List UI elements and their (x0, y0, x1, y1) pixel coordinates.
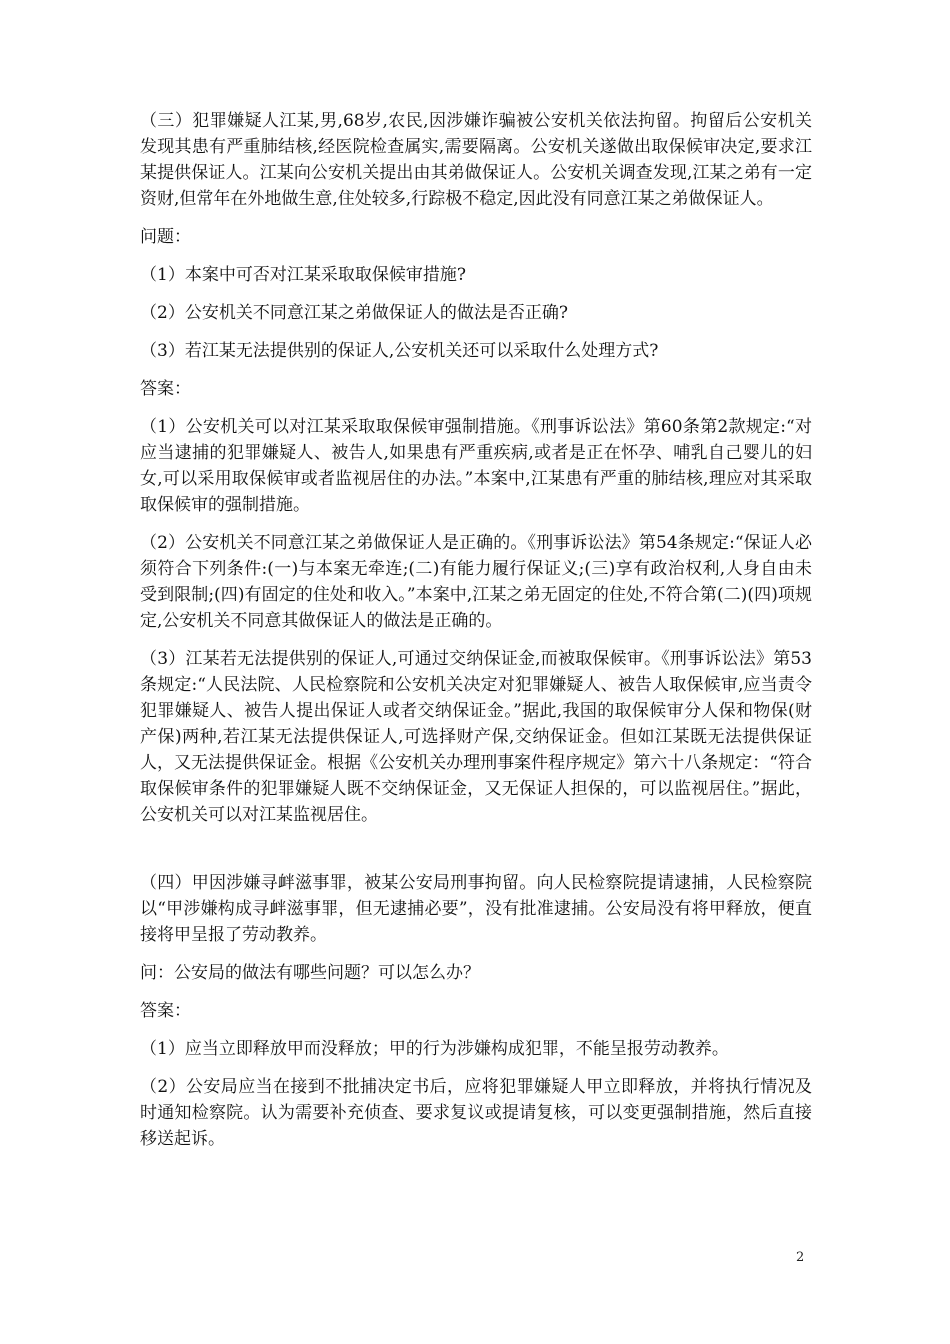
document-body (140, 108, 812, 1152)
case4-intro: （四）甲因涉嫌寻衅滋事罪，被某公安局刑事拘留。向人民检察院提请逮捕，人民检察院以“甲涉嫌构成寻衅滋事罪，但无逮捕必要”，没有批准逮捕。公安局没有将甲释放，便直接将甲呈报了劳动教养。 (140, 873, 812, 945)
case4-answer-2: （2）公安局应当在接到不批捕决定书后，应将犯罪嫌疑人甲立即释放，并将执行情况及时通知检察院。认为需要补充侦查、要求复议或提请复核，可以变更强制措施，然后直接移送起诉。 (140, 1077, 812, 1149)
case3-answer-3: （3）江某若无法提供别的保证人,可通过交纳保证金,而被取保候审。《刑事诉讼法》第53条规定:“人民法院、人民检察院和公安机关决定对犯罪嫌疑人、被告人取保候审,应当责令犯罪嫌疑人、被告人提出保证人或者交纳保证金。”据此,我国的取保候审分人保和物保(财产保)两种,若江某无法提供保证人,可选择财产保,交纳保证金。但如江某既无法提供保证人，又无法提供保证金。根据《公安机关办理刑事案件程序规定》第六十八条规定：“符合取保候审条件的犯罪嫌疑人既不交纳保证金，又无保证人担保的，可以监视居住。”据此，公安机关可以对江某监视居住。 (140, 649, 812, 825)
case3-question-1: （1）本案中可否对江某采取取保候审措施? (140, 265, 466, 285)
case4-answer-1: （1）应当立即释放甲而没释放；甲的行为涉嫌构成犯罪，不能呈报劳动教养。 (140, 1039, 729, 1059)
case3-question-2: （2）公安机关不同意江某之弟做保证人的做法是否正确? (140, 303, 568, 323)
case3-answer-2: （2）公安机关不同意江某之弟做保证人是正确的。《刑事诉讼法》第54条规定:“保证人必须符合下列条件:(一)与本案无牵连;(二)有能力履行保证义;(三)享有政治权利,人身自由未受到限制;(四)有固定的住处和收入。”本案中,江某之弟无固定的住处,不符合第(二)(四)项规定,公安机关不同意其做保证人的做法是正确的。 (140, 533, 812, 631)
case3-answer-label: 答案： (140, 379, 191, 399)
case3-question-3: （3）若江某无法提供别的保证人,公安机关还可以采取什么处理方式? (140, 341, 659, 361)
page-number: 2 (796, 1250, 805, 1265)
case3-answer-1: （1）公安机关可以对江某采取取保候审强制措施。《刑事诉讼法》第60条第2款规定:“对应当逮捕的犯罪嫌疑人、被告人,如果患有严重疾病,或者是正在怀孕、哺乳自己婴儿的妇女,可以采用取保候审或者监视居住的办法。”本案中,江某患有严重的肺结核,理应对其采取取保候审的强制措施。 (140, 417, 812, 515)
case3-intro: （三）犯罪嫌疑人江某,男,68岁,农民,因涉嫌诈骗被公安机关依法拘留。拘留后公安机关发现其患有严重肺结核,经医院检查属实,需要隔离。公安机关遂做出取保候审决定,要求江某提供保证人。江某向公安机关提出由其弟做保证人。公安机关调查发现,江某之弟有一定资财,但常年在外地做生意,住处较多,行踪极不稳定,因此没有同意江某之弟做保证人。 (140, 111, 812, 209)
case4-answer-label: 答案： (140, 1001, 191, 1021)
case4-question: 问：公安局的做法有哪些问题？可以怎么办？ (140, 963, 480, 983)
case3-question-label: 问题： (140, 227, 191, 247)
